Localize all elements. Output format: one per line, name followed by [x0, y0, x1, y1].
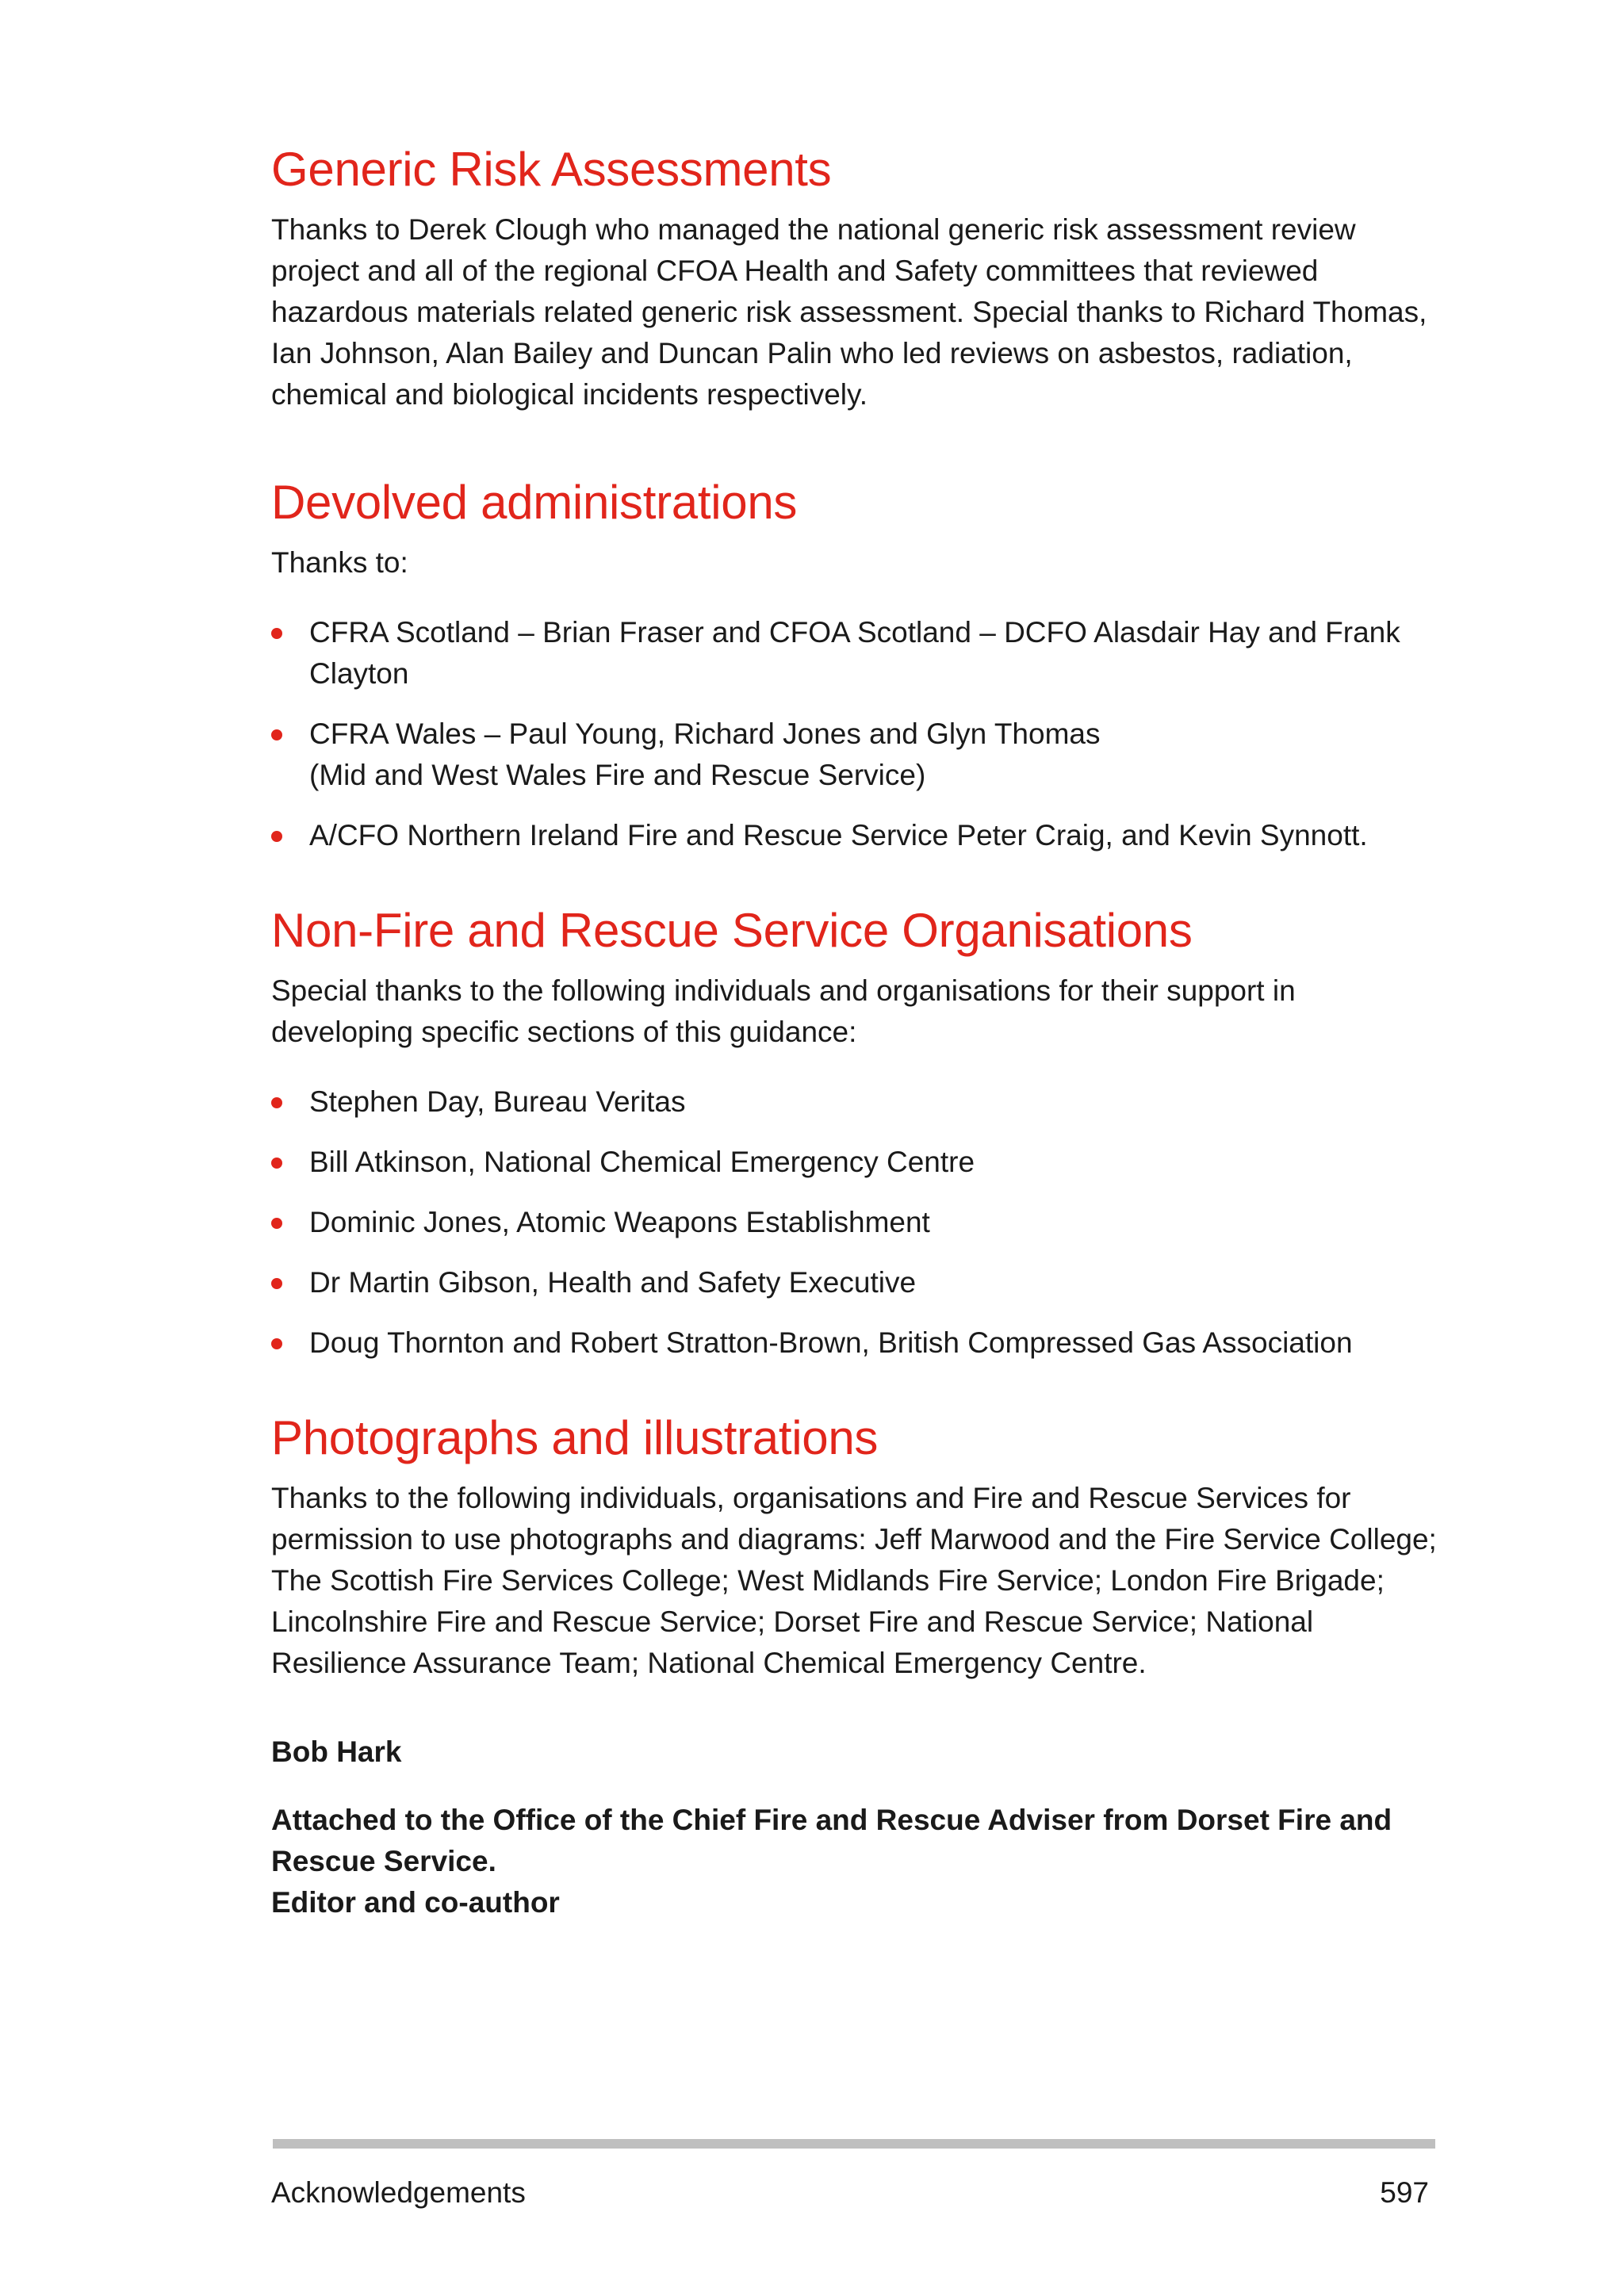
bullet-list	[271, 612, 1437, 856]
list-item	[271, 1202, 1437, 1243]
section-heading: Non-Fire and Rescue Service Organisations	[271, 904, 1193, 957]
section-heading: Photographs and illustrations	[271, 1411, 879, 1464]
footer-section-title: Acknowledgements	[271, 2176, 526, 2209]
footer-divider	[273, 2139, 1435, 2149]
signature-block	[271, 1732, 1437, 1923]
bullet-icon	[271, 1218, 282, 1229]
bullet-icon	[271, 1097, 282, 1108]
bullet-icon	[271, 1278, 282, 1289]
list-item-subtext: (Mid and West Wales Fire and Rescue Service)	[309, 759, 926, 791]
signature-name: Bob Hark	[271, 1735, 402, 1768]
section-heading: Devolved administrations	[271, 476, 798, 529]
list-item-text: A/CFO Northern Ireland Fire and Rescue Service Peter Craig, and Kevin Synnott.	[309, 819, 1368, 851]
bullet-icon	[271, 1338, 282, 1349]
bullet-icon	[271, 831, 282, 842]
list-item-text: CFRA Scotland – Brian Fraser and CFOA Scotland – DCFO Alasdair Hay and Frank Clayton	[309, 616, 1400, 690]
list-item-text: Dominic Jones, Atomic Weapons Establishment	[309, 1206, 930, 1238]
bullet-icon	[271, 1158, 282, 1169]
section-heading: Generic Risk Assessments	[271, 143, 832, 196]
section-paragraph: Special thanks to the following individuals and organisations for their support in developing specific sections of this guidance:	[271, 974, 1296, 1048]
list-item-text: Doug Thornton and Robert Stratton-Brown, British Compressed Gas Association	[309, 1326, 1353, 1359]
signature-role: Editor and co-author	[271, 1886, 560, 1919]
list-item-text: Stephen Day, Bureau Veritas	[309, 1085, 686, 1118]
list-item	[271, 1081, 1437, 1123]
list-item	[271, 1322, 1437, 1364]
list-item	[271, 612, 1437, 695]
list-item	[271, 815, 1437, 856]
list-item	[271, 1142, 1437, 1183]
bullet-icon	[271, 729, 282, 740]
section-paragraph: Thanks to:	[271, 546, 408, 579]
page-number: 597	[1380, 2176, 1429, 2209]
section-non-fire-organisations	[271, 902, 1437, 1364]
section-generic-risk-assessments	[271, 141, 1437, 415]
list-item-text: Bill Atkinson, National Chemical Emergency Centre	[309, 1146, 975, 1178]
document-body	[271, 141, 1437, 1923]
section-paragraph: Thanks to the following individuals, organisations and Fire and Rescue Services for permission to use photographs and diagrams: Jeff Marwood and the Fire Service College; The Scottish Fire Services College; West Midlands Fire Service; London Fire Brigade; Lincolnshire Fire and Rescue Service; Dorset Fire and Rescue Service; National Resilience Assurance Team; National Chemical Emergency Centre.	[271, 1482, 1437, 1679]
section-paragraph: Thanks to Derek Clough who managed the national generic risk assessment review project and all of the regional CFOA Health and Safety committees that reviewed hazardous materials related generic risk assessment. Special thanks to Richard Thomas, Ian Johnson, Alan Bailey and Duncan Palin who led reviews on asbestos, radiation, chemical and biological incidents respectively.	[271, 213, 1427, 411]
list-item	[271, 714, 1437, 796]
list-item-text: Dr Martin Gibson, Health and Safety Executive	[309, 1266, 917, 1299]
section-devolved-administrations	[271, 474, 1437, 856]
bullet-icon	[271, 628, 282, 639]
section-photographs-illustrations	[271, 1410, 1437, 1684]
list-item	[271, 1262, 1437, 1303]
list-item-text: CFRA Wales – Paul Young, Richard Jones and Glyn Thomas	[309, 718, 1101, 750]
bullet-list	[271, 1081, 1437, 1364]
signature-affiliation: Attached to the Office of the Chief Fire and Rescue Adviser from Dorset Fire and Rescue Service.	[271, 1804, 1392, 1877]
